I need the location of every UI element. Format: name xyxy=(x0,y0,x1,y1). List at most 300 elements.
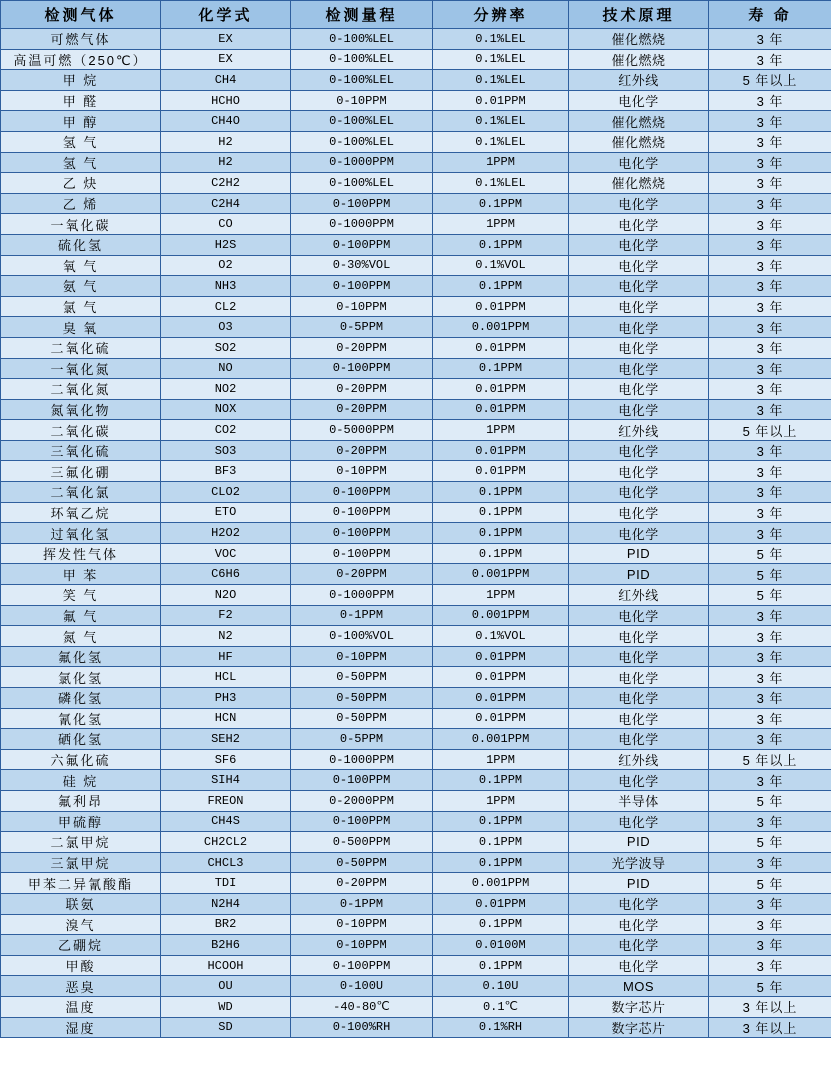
cell-lifetime: 3 年 xyxy=(709,440,831,461)
cell-lifetime: 3 年 xyxy=(709,379,831,400)
cell-lifetime: 3 年以上 xyxy=(709,996,831,1017)
table-row xyxy=(1,749,831,770)
cell-technology-principle: 光学波导 xyxy=(569,852,709,873)
table-row xyxy=(1,976,831,997)
table-row xyxy=(1,996,831,1017)
cell-detection-range: 0-5000PPM xyxy=(291,420,433,441)
cell-chemical-formula: NO xyxy=(161,358,291,379)
cell-gas-name: 氮 气 xyxy=(1,626,161,647)
cell-chemical-formula: VOC xyxy=(161,543,291,564)
cell-detection-range: 0-10PPM xyxy=(291,461,433,482)
table-row xyxy=(1,214,831,235)
cell-lifetime: 3 年 xyxy=(709,317,831,338)
cell-technology-principle: 电化学 xyxy=(569,502,709,523)
cell-lifetime: 5 年以上 xyxy=(709,749,831,770)
cell-lifetime: 3 年 xyxy=(709,276,831,297)
table-row xyxy=(1,70,831,91)
table-row xyxy=(1,234,831,255)
cell-detection-range: 0-1000PPM xyxy=(291,585,433,606)
cell-chemical-formula: CLO2 xyxy=(161,482,291,503)
cell-resolution: 0.01PPM xyxy=(433,90,569,111)
cell-chemical-formula: N2O xyxy=(161,585,291,606)
cell-technology-principle: 电化学 xyxy=(569,276,709,297)
cell-chemical-formula: H2O2 xyxy=(161,523,291,544)
cell-resolution: 0.001PPM xyxy=(433,729,569,750)
cell-technology-principle: 电化学 xyxy=(569,379,709,400)
cell-technology-principle: 电化学 xyxy=(569,935,709,956)
cell-detection-range: 0-1000PPM xyxy=(291,749,433,770)
cell-chemical-formula: SIH4 xyxy=(161,770,291,791)
table-row xyxy=(1,296,831,317)
cell-technology-principle: 电化学 xyxy=(569,688,709,709)
cell-technology-principle: 电化学 xyxy=(569,90,709,111)
table-row xyxy=(1,276,831,297)
cell-chemical-formula: CHCL3 xyxy=(161,852,291,873)
cell-gas-name: 甲酸 xyxy=(1,955,161,976)
cell-gas-name: 联氨 xyxy=(1,893,161,914)
cell-resolution: 0.01PPM xyxy=(433,399,569,420)
cell-chemical-formula: SEH2 xyxy=(161,729,291,750)
cell-technology-principle: PID xyxy=(569,873,709,894)
table-row xyxy=(1,708,831,729)
cell-resolution: 0.1℃ xyxy=(433,996,569,1017)
table-row xyxy=(1,461,831,482)
cell-gas-name: 二氧化氯 xyxy=(1,482,161,503)
cell-gas-name: 甲 烷 xyxy=(1,70,161,91)
cell-technology-principle: MOS xyxy=(569,976,709,997)
cell-technology-principle: 半导体 xyxy=(569,790,709,811)
cell-technology-principle: 数字芯片 xyxy=(569,996,709,1017)
cell-detection-range: 0-10PPM xyxy=(291,914,433,935)
cell-gas-name: 乙 炔 xyxy=(1,173,161,194)
cell-technology-principle: 催化燃烧 xyxy=(569,49,709,70)
cell-technology-principle: 电化学 xyxy=(569,523,709,544)
table-row xyxy=(1,111,831,132)
cell-detection-range: 0-100U xyxy=(291,976,433,997)
table-row xyxy=(1,193,831,214)
cell-resolution: 0.1%VOL xyxy=(433,255,569,276)
cell-gas-name: 甲 醛 xyxy=(1,90,161,111)
table-row xyxy=(1,935,831,956)
cell-resolution: 0.1PPM xyxy=(433,811,569,832)
cell-resolution: 0.001PPM xyxy=(433,317,569,338)
cell-lifetime: 5 年 xyxy=(709,976,831,997)
cell-gas-name: 挥发性气体 xyxy=(1,543,161,564)
cell-resolution: 0.1PPM xyxy=(433,193,569,214)
cell-technology-principle: 催化燃烧 xyxy=(569,29,709,50)
cell-gas-name: 氧 气 xyxy=(1,255,161,276)
cell-chemical-formula: HCL xyxy=(161,667,291,688)
cell-technology-principle: 电化学 xyxy=(569,646,709,667)
cell-lifetime: 3 年 xyxy=(709,646,831,667)
table-header xyxy=(1,1,831,29)
cell-technology-principle: 电化学 xyxy=(569,770,709,791)
table-row xyxy=(1,564,831,585)
cell-chemical-formula: H2 xyxy=(161,152,291,173)
cell-detection-range: 0-100PPM xyxy=(291,502,433,523)
cell-technology-principle: 数字芯片 xyxy=(569,1017,709,1038)
cell-lifetime: 3 年 xyxy=(709,811,831,832)
cell-detection-range: 0-100PPM xyxy=(291,543,433,564)
cell-technology-principle: PID xyxy=(569,543,709,564)
table-row xyxy=(1,893,831,914)
cell-chemical-formula: EX xyxy=(161,29,291,50)
cell-chemical-formula: SO3 xyxy=(161,440,291,461)
cell-chemical-formula: O3 xyxy=(161,317,291,338)
cell-resolution: 0.1PPM xyxy=(433,543,569,564)
table-row xyxy=(1,482,831,503)
cell-lifetime: 3 年 xyxy=(709,605,831,626)
cell-gas-name: 温度 xyxy=(1,996,161,1017)
cell-detection-range: 0-100%LEL xyxy=(291,29,433,50)
cell-technology-principle: 电化学 xyxy=(569,440,709,461)
cell-lifetime: 3 年 xyxy=(709,667,831,688)
cell-lifetime: 3 年 xyxy=(709,482,831,503)
cell-lifetime: 5 年 xyxy=(709,543,831,564)
cell-resolution: 0.1PPM xyxy=(433,502,569,523)
cell-lifetime: 3 年 xyxy=(709,358,831,379)
cell-resolution: 0.01PPM xyxy=(433,296,569,317)
cell-gas-name: 氮氧化物 xyxy=(1,399,161,420)
cell-chemical-formula: N2 xyxy=(161,626,291,647)
cell-lifetime: 3 年 xyxy=(709,502,831,523)
cell-technology-principle: 电化学 xyxy=(569,399,709,420)
table-row xyxy=(1,502,831,523)
cell-detection-range: 0-100%LEL xyxy=(291,131,433,152)
table-row xyxy=(1,585,831,606)
cell-chemical-formula: HCHO xyxy=(161,90,291,111)
cell-lifetime: 3 年 xyxy=(709,852,831,873)
cell-detection-range: 0-50PPM xyxy=(291,688,433,709)
cell-lifetime: 3 年 xyxy=(709,914,831,935)
cell-lifetime: 5 年 xyxy=(709,873,831,894)
cell-detection-range: 0-100%LEL xyxy=(291,49,433,70)
cell-resolution: 0.10U xyxy=(433,976,569,997)
cell-technology-principle: 电化学 xyxy=(569,667,709,688)
cell-gas-name: 甲硫醇 xyxy=(1,811,161,832)
cell-technology-principle: 红外线 xyxy=(569,749,709,770)
cell-chemical-formula: SO2 xyxy=(161,337,291,358)
cell-technology-principle: 电化学 xyxy=(569,152,709,173)
cell-resolution: 0.1%LEL xyxy=(433,111,569,132)
cell-lifetime: 3 年 xyxy=(709,193,831,214)
cell-lifetime: 3 年 xyxy=(709,234,831,255)
cell-gas-name: 环氧乙烷 xyxy=(1,502,161,523)
cell-gas-name: 二氧化氮 xyxy=(1,379,161,400)
cell-chemical-formula: SD xyxy=(161,1017,291,1038)
cell-lifetime: 3 年 xyxy=(709,955,831,976)
cell-detection-range: 0-100%LEL xyxy=(291,70,433,91)
cell-gas-name: 溴气 xyxy=(1,914,161,935)
cell-detection-range: 0-30%VOL xyxy=(291,255,433,276)
cell-technology-principle: 电化学 xyxy=(569,296,709,317)
cell-chemical-formula: CH4O xyxy=(161,111,291,132)
cell-technology-principle: 电化学 xyxy=(569,193,709,214)
cell-lifetime: 3 年 xyxy=(709,461,831,482)
table-header-row xyxy=(1,1,831,29)
cell-technology-principle: 电化学 xyxy=(569,914,709,935)
cell-resolution: 0.1PPM xyxy=(433,770,569,791)
cell-lifetime: 3 年 xyxy=(709,626,831,647)
cell-gas-name: 氟 气 xyxy=(1,605,161,626)
cell-technology-principle: 红外线 xyxy=(569,70,709,91)
cell-lifetime: 3 年 xyxy=(709,893,831,914)
cell-gas-name: 氟利昂 xyxy=(1,790,161,811)
cell-resolution: 0.1PPM xyxy=(433,523,569,544)
cell-resolution: 0.1PPM xyxy=(433,914,569,935)
table-row xyxy=(1,729,831,750)
cell-gas-name: 氯 气 xyxy=(1,296,161,317)
cell-chemical-formula: FREON xyxy=(161,790,291,811)
cell-chemical-formula: SF6 xyxy=(161,749,291,770)
table-row xyxy=(1,131,831,152)
cell-detection-range: 0-10PPM xyxy=(291,90,433,111)
cell-lifetime: 3 年 xyxy=(709,523,831,544)
cell-resolution: 0.01PPM xyxy=(433,379,569,400)
cell-technology-principle: 红外线 xyxy=(569,585,709,606)
column-header-gas: 检测气体 xyxy=(1,1,161,29)
cell-detection-range: 0-10PPM xyxy=(291,935,433,956)
cell-resolution: 1PPM xyxy=(433,585,569,606)
column-header-formula: 化学式 xyxy=(161,1,291,29)
cell-gas-name: 臭 氧 xyxy=(1,317,161,338)
cell-gas-name: 氢 气 xyxy=(1,131,161,152)
cell-resolution: 1PPM xyxy=(433,749,569,770)
cell-resolution: 0.1PPM xyxy=(433,234,569,255)
cell-gas-name: 硅 烷 xyxy=(1,770,161,791)
cell-lifetime: 3 年 xyxy=(709,729,831,750)
cell-chemical-formula: NO2 xyxy=(161,379,291,400)
cell-detection-range: 0-500PPM xyxy=(291,832,433,853)
cell-technology-principle: 电化学 xyxy=(569,255,709,276)
cell-technology-principle: 催化燃烧 xyxy=(569,173,709,194)
column-header-range: 检测量程 xyxy=(291,1,433,29)
cell-chemical-formula: CH4S xyxy=(161,811,291,832)
cell-gas-name: 湿度 xyxy=(1,1017,161,1038)
cell-detection-range: 0-50PPM xyxy=(291,852,433,873)
cell-gas-name: 二氧化碳 xyxy=(1,420,161,441)
cell-technology-principle: 电化学 xyxy=(569,955,709,976)
table-row xyxy=(1,90,831,111)
cell-gas-name: 恶臭 xyxy=(1,976,161,997)
cell-detection-range: 0-20PPM xyxy=(291,564,433,585)
cell-detection-range: 0-20PPM xyxy=(291,379,433,400)
cell-technology-principle: 催化燃烧 xyxy=(569,131,709,152)
cell-resolution: 0.01PPM xyxy=(433,708,569,729)
cell-lifetime: 3 年 xyxy=(709,688,831,709)
cell-chemical-formula: BF3 xyxy=(161,461,291,482)
cell-resolution: 0.01PPM xyxy=(433,667,569,688)
cell-resolution: 0.01PPM xyxy=(433,688,569,709)
cell-detection-range: 0-100PPM xyxy=(291,523,433,544)
table-row xyxy=(1,832,831,853)
cell-technology-principle: PID xyxy=(569,564,709,585)
cell-gas-name: 二氧化硫 xyxy=(1,337,161,358)
cell-detection-range: 0-100PPM xyxy=(291,234,433,255)
cell-gas-name: 氯化氢 xyxy=(1,667,161,688)
cell-technology-principle: 电化学 xyxy=(569,729,709,750)
cell-resolution: 0.01PPM xyxy=(433,440,569,461)
cell-lifetime: 3 年 xyxy=(709,399,831,420)
cell-gas-name: 甲 醇 xyxy=(1,111,161,132)
cell-chemical-formula: C6H6 xyxy=(161,564,291,585)
cell-detection-range: 0-20PPM xyxy=(291,440,433,461)
table-row xyxy=(1,255,831,276)
table-row xyxy=(1,688,831,709)
cell-resolution: 0.1%VOL xyxy=(433,626,569,647)
cell-chemical-formula: CL2 xyxy=(161,296,291,317)
cell-resolution: 0.1PPM xyxy=(433,482,569,503)
table-row xyxy=(1,173,831,194)
cell-lifetime: 3 年 xyxy=(709,337,831,358)
cell-resolution: 1PPM xyxy=(433,152,569,173)
cell-technology-principle: 红外线 xyxy=(569,420,709,441)
cell-chemical-formula: OU xyxy=(161,976,291,997)
cell-detection-range: 0-100%LEL xyxy=(291,173,433,194)
cell-resolution: 0.1%LEL xyxy=(433,29,569,50)
cell-chemical-formula: HCN xyxy=(161,708,291,729)
cell-resolution: 0.1PPM xyxy=(433,358,569,379)
table-row xyxy=(1,873,831,894)
cell-lifetime: 5 年 xyxy=(709,790,831,811)
cell-detection-range: 0-50PPM xyxy=(291,667,433,688)
cell-chemical-formula: CO xyxy=(161,214,291,235)
cell-detection-range: 0-20PPM xyxy=(291,399,433,420)
cell-chemical-formula: H2 xyxy=(161,131,291,152)
table-row xyxy=(1,646,831,667)
cell-gas-name: 乙 烯 xyxy=(1,193,161,214)
table-row xyxy=(1,523,831,544)
cell-gas-name: 氟化氢 xyxy=(1,646,161,667)
cell-lifetime: 3 年 xyxy=(709,214,831,235)
cell-detection-range: 0-20PPM xyxy=(291,337,433,358)
cell-lifetime: 3 年 xyxy=(709,29,831,50)
cell-lifetime: 3 年 xyxy=(709,131,831,152)
cell-gas-name: 笑 气 xyxy=(1,585,161,606)
cell-technology-principle: 电化学 xyxy=(569,811,709,832)
cell-chemical-formula: NH3 xyxy=(161,276,291,297)
table-row xyxy=(1,337,831,358)
cell-lifetime: 3 年 xyxy=(709,152,831,173)
cell-gas-name: 甲 苯 xyxy=(1,564,161,585)
cell-technology-principle: 电化学 xyxy=(569,337,709,358)
cell-resolution: 0.1PPM xyxy=(433,852,569,873)
cell-lifetime: 5 年以上 xyxy=(709,70,831,91)
cell-chemical-formula: CH2CL2 xyxy=(161,832,291,853)
cell-resolution: 0.1%LEL xyxy=(433,49,569,70)
cell-technology-principle: 电化学 xyxy=(569,482,709,503)
cell-detection-range: 0-20PPM xyxy=(291,873,433,894)
table-row xyxy=(1,914,831,935)
cell-gas-name: 氢 气 xyxy=(1,152,161,173)
cell-lifetime: 5 年以上 xyxy=(709,420,831,441)
cell-gas-name: 硒化氢 xyxy=(1,729,161,750)
cell-technology-principle: PID xyxy=(569,832,709,853)
table-row xyxy=(1,358,831,379)
cell-lifetime: 3 年 xyxy=(709,49,831,70)
table-row xyxy=(1,49,831,70)
cell-detection-range: 0-100PPM xyxy=(291,955,433,976)
cell-gas-name: 一氧化碳 xyxy=(1,214,161,235)
cell-detection-range: 0-50PPM xyxy=(291,708,433,729)
cell-lifetime: 3 年 xyxy=(709,255,831,276)
table-row xyxy=(1,440,831,461)
cell-detection-range: 0-1000PPM xyxy=(291,214,433,235)
cell-gas-name: 三氧化硫 xyxy=(1,440,161,461)
table-row xyxy=(1,852,831,873)
table-row xyxy=(1,955,831,976)
cell-detection-range: 0-100PPM xyxy=(291,276,433,297)
cell-gas-name: 硫化氢 xyxy=(1,234,161,255)
table-row xyxy=(1,29,831,50)
table-row xyxy=(1,543,831,564)
cell-resolution: 1PPM xyxy=(433,790,569,811)
cell-technology-principle: 电化学 xyxy=(569,626,709,647)
cell-chemical-formula: F2 xyxy=(161,605,291,626)
cell-detection-range: 0-10PPM xyxy=(291,296,433,317)
cell-gas-name: 三氯甲烷 xyxy=(1,852,161,873)
cell-lifetime: 3 年 xyxy=(709,770,831,791)
table-row xyxy=(1,152,831,173)
cell-detection-range: 0-100%RH xyxy=(291,1017,433,1038)
column-header-resolution: 分辨率 xyxy=(433,1,569,29)
cell-chemical-formula: EX xyxy=(161,49,291,70)
cell-lifetime: 3 年 xyxy=(709,935,831,956)
cell-resolution: 0.1PPM xyxy=(433,955,569,976)
cell-resolution: 0.01PPM xyxy=(433,461,569,482)
cell-chemical-formula: HF xyxy=(161,646,291,667)
cell-lifetime: 5 年 xyxy=(709,564,831,585)
cell-gas-name: 氰化氢 xyxy=(1,708,161,729)
table-row xyxy=(1,317,831,338)
cell-detection-range: 0-1PPM xyxy=(291,893,433,914)
cell-chemical-formula: TDI xyxy=(161,873,291,894)
table-row xyxy=(1,379,831,400)
cell-gas-name: 氨 气 xyxy=(1,276,161,297)
table-row xyxy=(1,811,831,832)
cell-gas-name: 六氟化硫 xyxy=(1,749,161,770)
cell-technology-principle: 电化学 xyxy=(569,893,709,914)
cell-gas-name: 磷化氢 xyxy=(1,688,161,709)
cell-detection-range: 0-5PPM xyxy=(291,317,433,338)
cell-lifetime: 3 年 xyxy=(709,708,831,729)
cell-technology-principle: 电化学 xyxy=(569,317,709,338)
cell-resolution: 0.1PPM xyxy=(433,832,569,853)
cell-gas-name: 一氧化氮 xyxy=(1,358,161,379)
cell-detection-range: 0-100PPM xyxy=(291,358,433,379)
cell-detection-range: 0-1PPM xyxy=(291,605,433,626)
cell-lifetime: 5 年 xyxy=(709,585,831,606)
cell-chemical-formula: N2H4 xyxy=(161,893,291,914)
cell-chemical-formula: PH3 xyxy=(161,688,291,709)
column-header-lifetime: 寿 命 xyxy=(709,1,831,29)
cell-lifetime: 3 年 xyxy=(709,111,831,132)
cell-gas-name: 甲苯二异氰酸酯 xyxy=(1,873,161,894)
cell-detection-range: 0-100%LEL xyxy=(291,111,433,132)
table-row xyxy=(1,399,831,420)
cell-technology-principle: 电化学 xyxy=(569,214,709,235)
cell-resolution: 0.1%RH xyxy=(433,1017,569,1038)
cell-resolution: 0.1PPM xyxy=(433,276,569,297)
cell-gas-name: 可燃气体 xyxy=(1,29,161,50)
cell-resolution: 0.1%LEL xyxy=(433,173,569,194)
cell-resolution: 0.001PPM xyxy=(433,873,569,894)
cell-resolution: 0.01PPM xyxy=(433,893,569,914)
cell-chemical-formula: B2H6 xyxy=(161,935,291,956)
cell-resolution: 0.001PPM xyxy=(433,605,569,626)
cell-technology-principle: 催化燃烧 xyxy=(569,111,709,132)
cell-chemical-formula: O2 xyxy=(161,255,291,276)
